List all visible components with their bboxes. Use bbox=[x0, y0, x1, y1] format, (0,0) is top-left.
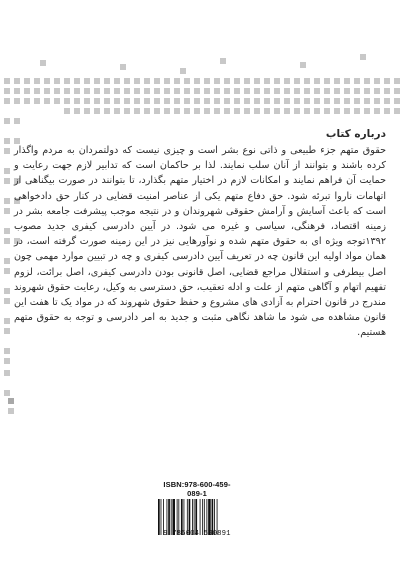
pattern-square bbox=[304, 78, 310, 84]
pattern-square bbox=[304, 88, 310, 94]
pattern-square bbox=[254, 98, 260, 104]
pattern-square bbox=[4, 390, 10, 396]
pattern-square bbox=[354, 98, 360, 104]
pattern-square bbox=[354, 78, 360, 84]
pattern-square bbox=[74, 78, 80, 84]
pattern-square bbox=[284, 88, 290, 94]
pattern-square bbox=[324, 98, 330, 104]
pattern-square bbox=[254, 108, 260, 114]
pattern-square bbox=[220, 58, 226, 64]
pattern-square bbox=[164, 108, 170, 114]
pattern-square bbox=[24, 78, 30, 84]
pattern-square bbox=[4, 208, 10, 214]
pattern-square bbox=[234, 108, 240, 114]
pattern-square bbox=[254, 88, 260, 94]
pattern-square bbox=[194, 78, 200, 84]
pattern-square bbox=[124, 108, 130, 114]
pattern-square bbox=[114, 78, 120, 84]
pattern-square bbox=[324, 108, 330, 114]
pattern-square bbox=[344, 108, 350, 114]
pattern-square bbox=[174, 98, 180, 104]
pattern-square bbox=[124, 98, 130, 104]
pattern-square bbox=[364, 108, 370, 114]
pattern-square bbox=[284, 78, 290, 84]
pattern-square bbox=[264, 98, 270, 104]
pattern-square bbox=[300, 62, 306, 68]
pattern-square bbox=[4, 118, 10, 124]
pattern-square bbox=[364, 78, 370, 84]
pattern-square bbox=[374, 78, 380, 84]
pattern-square bbox=[64, 78, 70, 84]
pattern-square bbox=[164, 88, 170, 94]
section-title: درباره کتاب bbox=[325, 128, 386, 140]
pattern-square bbox=[360, 54, 366, 60]
pattern-square bbox=[134, 98, 140, 104]
pattern-square bbox=[154, 88, 160, 94]
pattern-square bbox=[4, 98, 10, 104]
pattern-square bbox=[14, 98, 20, 104]
pattern-square bbox=[224, 88, 230, 94]
barcode-digits: 9 786004 590891 bbox=[163, 530, 231, 538]
pattern-square bbox=[274, 98, 280, 104]
pattern-square bbox=[294, 98, 300, 104]
pattern-square bbox=[4, 358, 10, 364]
pattern-square bbox=[354, 108, 360, 114]
pattern-square bbox=[4, 78, 10, 84]
pattern-square bbox=[174, 108, 180, 114]
pattern-square bbox=[184, 108, 190, 114]
pattern-square bbox=[234, 78, 240, 84]
pattern-square bbox=[94, 98, 100, 104]
pattern-square bbox=[184, 78, 190, 84]
pattern-square bbox=[84, 78, 90, 84]
pattern-square bbox=[354, 88, 360, 94]
pattern-square bbox=[54, 88, 60, 94]
pattern-square bbox=[14, 88, 20, 94]
back-cover-description bbox=[14, 128, 386, 341]
pattern-square bbox=[144, 98, 150, 104]
pattern-square bbox=[4, 298, 10, 304]
pattern-square bbox=[104, 88, 110, 94]
pattern-square bbox=[174, 88, 180, 94]
pattern-square bbox=[124, 88, 130, 94]
pattern-square bbox=[54, 98, 60, 104]
pattern-square bbox=[214, 98, 220, 104]
pattern-square bbox=[194, 88, 200, 94]
pattern-square bbox=[34, 98, 40, 104]
description-paragraph: حقوق متهم جزء طبیعی و ذاتی نوع بشر است و چیزی نیست که دولتمردان به مردم واگذار کرده باشند و بتوانند از آنان سلب نمایند. لذا بر حاکمان است که تدابیر لازم جهت رعایت و حمایت آن فراهم نمایند و امکانات لازم در اختیار متهم بگذارد، تا بتوانند در صورت بیگناهی از اتهامات ناروا تبرئه شود. حق دفاع متهم یکی از عناصر امنیت قضایی در کنار حق دادخواهی است که باعث آسایش و آرامش حقوقی شهروندان و در نتیجه موجب پیشرفت جامعه بشر در زمینه اقتصاد، فرهنگی، سیاسی و غیره می شود. در آیین دادرسی کیفری جدید مصوب ۱۳۹۲توجه ویژه ای به حقوق متهم شده و نوآورهایی نیز در این زمینه صورت گرفته است، در همان مواد اولیه این قانون چه در تعریف آیین دادرسی کیفری و چه در تبیین موارد مهمی چون اصل بیطرفی و استقلال مراجع قضایی، اصل قانونی بودن دادرسی کیفری، اصل برائت، لزوم تفهیم اتهام و آگاهی متهم از علت و ادله تعقیب، حق دسترسی به وکیل، رعایت حقوق شهروند مندرج در قانون احترام به آزادی های مشروع و حفظ حقوق شهروند که در مواد یک تا هفت این قانون مشاهده می شود ما شاهد نگاهی مثبت و جدید به امر دادرسی و توجه به حقوق متهم هستیم. bbox=[14, 145, 386, 339]
pattern-square bbox=[274, 88, 280, 94]
pattern-square bbox=[324, 88, 330, 94]
pattern-square bbox=[74, 98, 80, 104]
pattern-square bbox=[104, 98, 110, 104]
pattern-square bbox=[134, 88, 140, 94]
pattern-square bbox=[254, 78, 260, 84]
pattern-square bbox=[54, 78, 60, 84]
pattern-square bbox=[104, 78, 110, 84]
pattern-square bbox=[114, 98, 120, 104]
pattern-square bbox=[64, 108, 70, 114]
pattern-square bbox=[14, 78, 20, 84]
pattern-square bbox=[224, 98, 230, 104]
pattern-square bbox=[134, 78, 140, 84]
pattern-square bbox=[174, 78, 180, 84]
pattern-square bbox=[334, 88, 340, 94]
isbn-label: ISBN:978-600-459-089-1 bbox=[163, 480, 231, 498]
pattern-square bbox=[40, 60, 46, 66]
pattern-square bbox=[134, 108, 140, 114]
pattern-square bbox=[314, 98, 320, 104]
pattern-square bbox=[334, 108, 340, 114]
pattern-square bbox=[64, 88, 70, 94]
pattern-square bbox=[8, 408, 14, 414]
pattern-square bbox=[344, 88, 350, 94]
pattern-square bbox=[244, 78, 250, 84]
pattern-square bbox=[24, 98, 30, 104]
pattern-square bbox=[284, 108, 290, 114]
pattern-square bbox=[194, 98, 200, 104]
pattern-square bbox=[314, 108, 320, 114]
pattern-square bbox=[384, 88, 390, 94]
pattern-square bbox=[374, 98, 380, 104]
pattern-square bbox=[84, 98, 90, 104]
pattern-square bbox=[104, 108, 110, 114]
pattern-square bbox=[84, 108, 90, 114]
pattern-square bbox=[194, 108, 200, 114]
pattern-square bbox=[364, 88, 370, 94]
pattern-square bbox=[264, 78, 270, 84]
pattern-square bbox=[4, 198, 10, 204]
pattern-square bbox=[154, 108, 160, 114]
pattern-square bbox=[204, 78, 210, 84]
pattern-square bbox=[124, 78, 130, 84]
pattern-square bbox=[224, 108, 230, 114]
pattern-square bbox=[294, 78, 300, 84]
pattern-square bbox=[394, 78, 400, 84]
pattern-square bbox=[180, 68, 186, 74]
pattern-square bbox=[374, 108, 380, 114]
pattern-square bbox=[4, 88, 10, 94]
pattern-square bbox=[244, 88, 250, 94]
pattern-square bbox=[204, 98, 210, 104]
pattern-square bbox=[64, 98, 70, 104]
pattern-square bbox=[94, 88, 100, 94]
pattern-square bbox=[184, 98, 190, 104]
pattern-square bbox=[274, 78, 280, 84]
pattern-square bbox=[8, 398, 14, 404]
pattern-square bbox=[264, 88, 270, 94]
pattern-square bbox=[294, 88, 300, 94]
pattern-square bbox=[34, 78, 40, 84]
pattern-square bbox=[74, 108, 80, 114]
pattern-square bbox=[324, 78, 330, 84]
pattern-square bbox=[204, 88, 210, 94]
pattern-square bbox=[114, 108, 120, 114]
pattern-square bbox=[4, 238, 10, 244]
pattern-square bbox=[144, 78, 150, 84]
pattern-square bbox=[234, 88, 240, 94]
pattern-square bbox=[94, 78, 100, 84]
pattern-square bbox=[4, 328, 10, 334]
pattern-square bbox=[204, 108, 210, 114]
pattern-square bbox=[164, 78, 170, 84]
pattern-square bbox=[334, 98, 340, 104]
pattern-square bbox=[4, 268, 10, 274]
pattern-square bbox=[4, 288, 10, 294]
pattern-square bbox=[334, 78, 340, 84]
pattern-square bbox=[294, 108, 300, 114]
pattern-square bbox=[394, 98, 400, 104]
pattern-square bbox=[44, 78, 50, 84]
pattern-square bbox=[184, 88, 190, 94]
pattern-square bbox=[84, 88, 90, 94]
pattern-square bbox=[14, 118, 20, 124]
pattern-square bbox=[344, 98, 350, 104]
pattern-square bbox=[224, 78, 230, 84]
pattern-square bbox=[4, 348, 10, 354]
pattern-square bbox=[94, 108, 100, 114]
pattern-square bbox=[384, 98, 390, 104]
pattern-square bbox=[244, 108, 250, 114]
pattern-square bbox=[154, 98, 160, 104]
pattern-square bbox=[164, 98, 170, 104]
pattern-square bbox=[4, 228, 10, 234]
pattern-square bbox=[364, 98, 370, 104]
pattern-square bbox=[74, 88, 80, 94]
pattern-square bbox=[314, 78, 320, 84]
pattern-square bbox=[374, 88, 380, 94]
pattern-square bbox=[24, 88, 30, 94]
pattern-square bbox=[304, 98, 310, 104]
pattern-square bbox=[144, 108, 150, 114]
pattern-square bbox=[214, 78, 220, 84]
pattern-square bbox=[4, 148, 10, 154]
pattern-square bbox=[4, 258, 10, 264]
pattern-square bbox=[394, 108, 400, 114]
pattern-square bbox=[4, 318, 10, 324]
isbn-barcode bbox=[156, 480, 238, 538]
pattern-square bbox=[384, 108, 390, 114]
pattern-square bbox=[114, 88, 120, 94]
pattern-square bbox=[274, 108, 280, 114]
pattern-square bbox=[214, 108, 220, 114]
pattern-square bbox=[214, 88, 220, 94]
pattern-square bbox=[304, 108, 310, 114]
pattern-square bbox=[44, 98, 50, 104]
pattern-square bbox=[4, 168, 10, 174]
pattern-square bbox=[344, 78, 350, 84]
pattern-square bbox=[284, 98, 290, 104]
pattern-square bbox=[394, 88, 400, 94]
pattern-square bbox=[34, 88, 40, 94]
pattern-square bbox=[4, 178, 10, 184]
pattern-square bbox=[4, 370, 10, 376]
pattern-square bbox=[4, 138, 10, 144]
pattern-square bbox=[244, 98, 250, 104]
pattern-square bbox=[234, 98, 240, 104]
pattern-square bbox=[384, 78, 390, 84]
pattern-square bbox=[120, 64, 126, 70]
pattern-square bbox=[264, 108, 270, 114]
pattern-square bbox=[154, 78, 160, 84]
pattern-square bbox=[144, 88, 150, 94]
pattern-square bbox=[44, 88, 50, 94]
pattern-square bbox=[314, 88, 320, 94]
